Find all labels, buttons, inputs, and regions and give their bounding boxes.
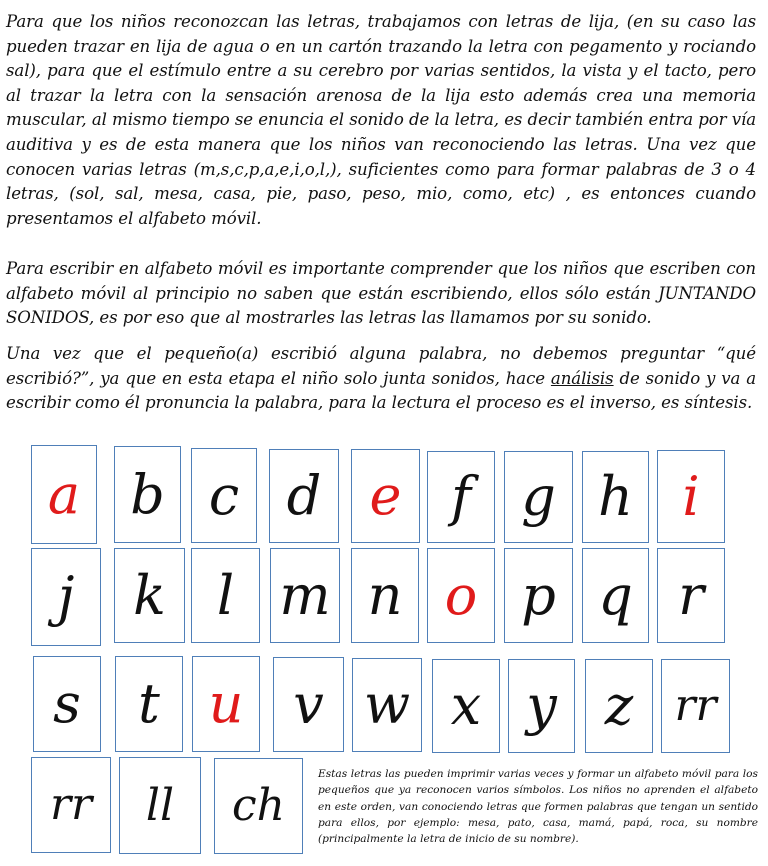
letter-card: b xyxy=(114,446,181,543)
letter-card: l xyxy=(191,548,260,643)
letter-card: h xyxy=(582,451,649,543)
analysis-text-after: de sonido y va a escribir como él pronuncia la palabra, para la lectura el proceso es el inverso, es síntesis. xyxy=(6,368,756,413)
letter-card: z xyxy=(585,659,653,753)
letter-card: n xyxy=(351,548,419,643)
letter-card: x xyxy=(432,659,500,753)
intro-paragraph: Para que los niños reconozcan las letras, trabajamos con letras de lija, (en su caso las pueden trazar en lija de agua o en un cartón trazando la letra con pegamento y rociando sal), para que el estímulo entre a su cerebro por varias sentidos, la vista y el tacto, pero al trazar la letra con la sensación arenosa de la lija esto además crea una memoria muscular, al mismo tiempo se enuncia el sonido de la letra, es decir también entra por vía auditiva y es de esta manera que los niños van reconociendo las letras. Una vez que conocen varias letras (m,s,c,p,a,e,i,o,l,), suficientes como para formar palabras de 3 o 4 letras, (sol, sal, mesa, casa, pie, paso, peso, mio, como, etc) , es entonces cuando presentamos el alfabeto móvil. xyxy=(6,12,756,228)
letter-card: rr xyxy=(661,659,730,753)
analysis-text-before: Una vez que el pequeño(a) escribió alguna palabra, no debemos preguntar “qué escribió?”, ya que en esta etapa el niño solo junta sonidos, hace xyxy=(6,344,756,388)
letter-card: rr xyxy=(31,757,111,853)
letter-card: o xyxy=(427,548,495,643)
letter-card: ch xyxy=(214,758,303,854)
analysis-underlined-word: análisis xyxy=(550,368,614,388)
letter-card: y xyxy=(508,659,575,753)
letter-card: c xyxy=(191,448,257,543)
letter-card: d xyxy=(269,449,339,543)
letter-card: a xyxy=(31,445,97,544)
letter-card: e xyxy=(351,449,420,543)
letter-card: q xyxy=(582,548,649,643)
letter-card: m xyxy=(270,548,340,643)
letter-card: ll xyxy=(119,757,201,854)
letter-card: r xyxy=(657,548,725,643)
letter-card: w xyxy=(352,658,422,752)
letter-card: j xyxy=(31,548,101,646)
letter-card: k xyxy=(114,548,185,643)
mobile-alphabet-paragraph: Para escribir en alfabeto móvil es importante comprender que los niños que escriben con alfabeto móvil al principio no saben que están escribiendo, ellos sólo están JUNTANDO SONIDOS, es por eso que al mostrarles las letras las llamamos por su sonido. xyxy=(6,259,756,328)
letter-card: v xyxy=(273,657,344,752)
letter-card: p xyxy=(504,548,573,643)
letter-card: u xyxy=(192,656,260,752)
analysis-paragraph xyxy=(6,342,756,416)
instructions-note: Estas letras las pueden imprimir varias veces y formar un alfabeto móvil para los pequeños que ya reconocen varios símbolos. Los niños no aprenden el alfabeto en este orden, van conociendo letras que formen palabras que tengan un sentido para ellos, por ejemplo: mesa, pato, casa, mamá, papá, roca, su nombre (principalmente la letra de inicio de su nombre). xyxy=(318,768,758,846)
letter-card: f xyxy=(427,451,495,543)
letter-card: s xyxy=(33,656,101,752)
letter-card: i xyxy=(657,450,725,543)
letter-card: t xyxy=(115,656,183,752)
letter-card: g xyxy=(504,451,573,543)
